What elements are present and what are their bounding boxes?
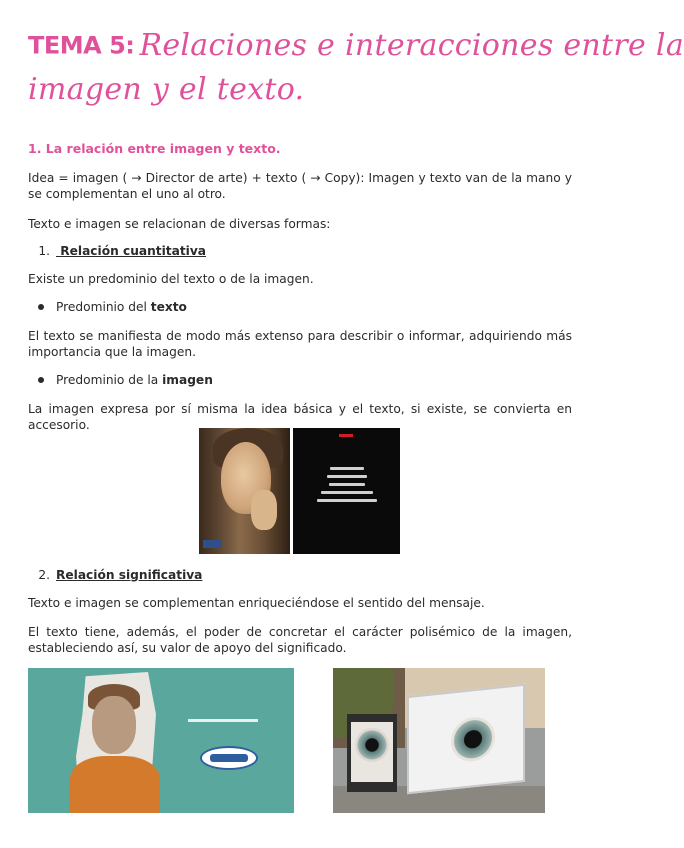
- paragraph-predominio: Existe un predominio del texto o de la imagen.: [28, 272, 314, 286]
- paragraph-polisemico: El texto tiene, además, el poder de concretar el carácter polisémico de la imagen, estableciendo así, su valor de apoyo del significado.: [28, 625, 572, 655]
- paragraph-idea: Idea = imagen ( → Director de arte) + texto ( → Copy): Imagen y texto van de la mano y se complementan el uno al otro.: [28, 171, 572, 201]
- portrait-painting-image: [199, 428, 290, 554]
- bullet-imagen: [28, 373, 572, 387]
- numbered-item-1: [28, 244, 572, 258]
- netflix-ad-image: [293, 428, 400, 554]
- numbered-item-2: [28, 568, 572, 582]
- kleenex-ad-image: [28, 668, 294, 813]
- paragraph-complementan: Texto e imagen se complementan enriqueciéndose el sentido del mensaje.: [28, 596, 485, 610]
- bullet-icon: [38, 304, 44, 310]
- item-label: Relación cuantitativa: [56, 244, 207, 258]
- title-script-line-1: Relaciones e interacciones entre la: [139, 28, 684, 63]
- item-label: Relación significativa: [56, 568, 203, 582]
- page-title: [28, 28, 684, 107]
- title-line-1: [28, 28, 684, 68]
- paragraph-relations: Texto e imagen se relacionan de diversas formas:: [28, 217, 331, 231]
- title-line-2: [28, 72, 572, 107]
- item-number: 1.: [38, 244, 50, 258]
- bullet-texto: [28, 300, 572, 314]
- bullet-icon: [38, 377, 44, 383]
- eye-billboard-image: [333, 668, 545, 813]
- title-script-line-2: imagen y el texto.: [28, 72, 305, 107]
- title-prefix: TEMA 5:: [28, 31, 135, 60]
- bullet-text: Predominio del: [56, 300, 151, 314]
- section-heading: 1. La relación entre imagen y texto.: [28, 141, 281, 156]
- paragraph-texto-desc: El texto se manifiesta de modo más extenso para describir o informar, adquiriendo más importancia que la imagen.: [28, 329, 572, 359]
- bullet-text: Predominio de la: [56, 373, 163, 387]
- bullet-bold: texto: [150, 300, 187, 314]
- item-number: 2.: [38, 568, 50, 582]
- paragraph-imagen-desc: La imagen expresa por sí misma la idea básica y el texto, si existe, se convierta en accesorio.: [28, 402, 572, 432]
- bullet-bold: imagen: [162, 373, 213, 387]
